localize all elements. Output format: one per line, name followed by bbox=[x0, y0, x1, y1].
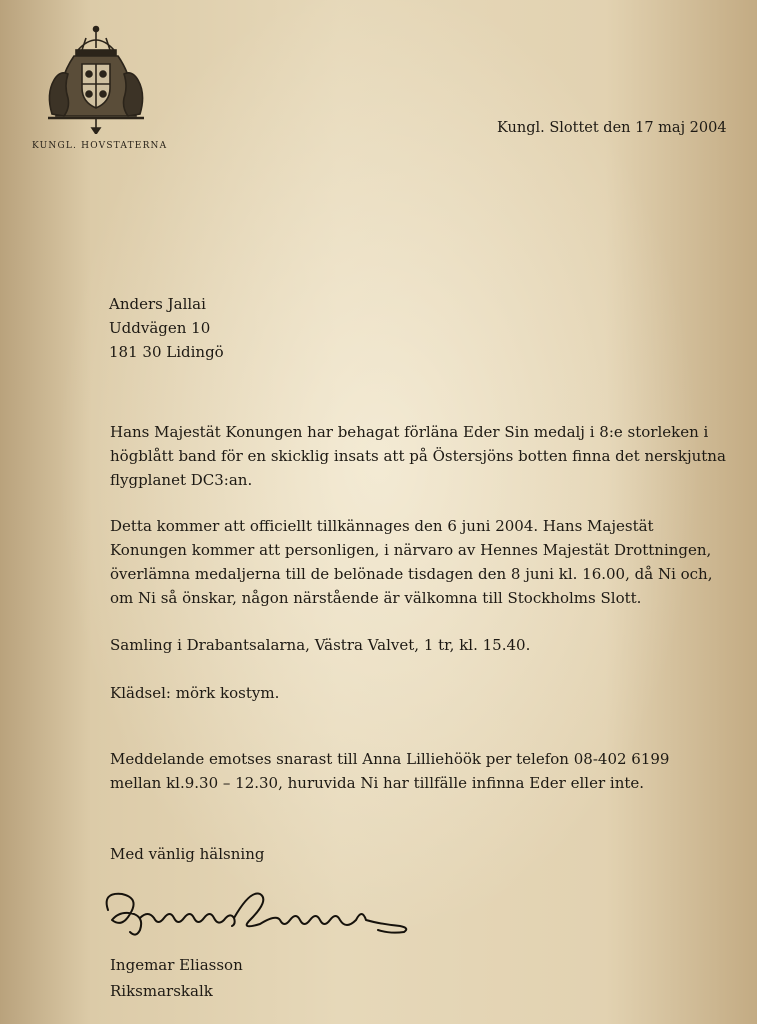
royal-coat-of-arms-icon bbox=[38, 24, 154, 134]
text-line: Konungen kommer att personligen, i närvaro av Hennes Majestät Drottningen, bbox=[110, 541, 712, 559]
paragraph-ceremony bbox=[110, 514, 730, 610]
handwritten-signature-icon bbox=[100, 880, 420, 950]
signer-title: Riksmarskalk bbox=[110, 982, 213, 1000]
paragraph-rsvp bbox=[110, 747, 730, 795]
signer-block bbox=[110, 952, 243, 1004]
text-line: Samling i Drabantsalarna, Västra Valvet, 1 tr, kl. 15.40. bbox=[110, 636, 531, 654]
text-line: Detta kommer att officiellt tillkännages den 6 juni 2004. Hans Majestät bbox=[110, 517, 654, 535]
text-line: mellan kl.9.30 – 12.30, huruvida Ni har tillfälle infinna Eder eller inte. bbox=[110, 774, 645, 792]
closing-greeting bbox=[110, 842, 730, 866]
text-line: flygplanet DC3:an. bbox=[110, 471, 253, 489]
text-line: Hans Majestät Konungen har behagat förläna Eder Sin medalj i 8:e storleken i bbox=[110, 423, 709, 441]
text-line: Klädsel: mörk kostym. bbox=[110, 684, 280, 702]
text-line: Meddelande emotses snarast till Anna Lilliehöök per telefon 08-402 6199 bbox=[110, 750, 670, 768]
letterhead-caption: KUNGL. HOVSTATERNA bbox=[32, 141, 168, 151]
text-line: högblått band för en skicklig insats att på Östersjöns botten finna det nerskjutna bbox=[110, 447, 726, 465]
letter-date: Kungl. Slottet den 17 maj 2004 bbox=[497, 120, 727, 136]
text-line: Med vänlig hälsning bbox=[110, 845, 265, 863]
recipient-city: 181 30 Lidingö bbox=[109, 343, 224, 361]
recipient-address bbox=[109, 292, 224, 364]
signer-name: Ingemar Eliasson bbox=[110, 956, 243, 974]
text-line: överlämna medaljerna till de belönade tisdagen den 8 juni kl. 16.00, då Ni och, bbox=[110, 565, 713, 583]
paragraph-medal bbox=[110, 420, 730, 492]
paragraph-gathering bbox=[110, 633, 730, 657]
text-line: om Ni så önskar, någon närstående är välkomna till Stockholms Slott. bbox=[110, 589, 642, 607]
recipient-street: Uddvägen 10 bbox=[109, 319, 211, 337]
recipient-name: Anders Jallai bbox=[109, 295, 206, 313]
paragraph-dress-code bbox=[110, 681, 730, 705]
